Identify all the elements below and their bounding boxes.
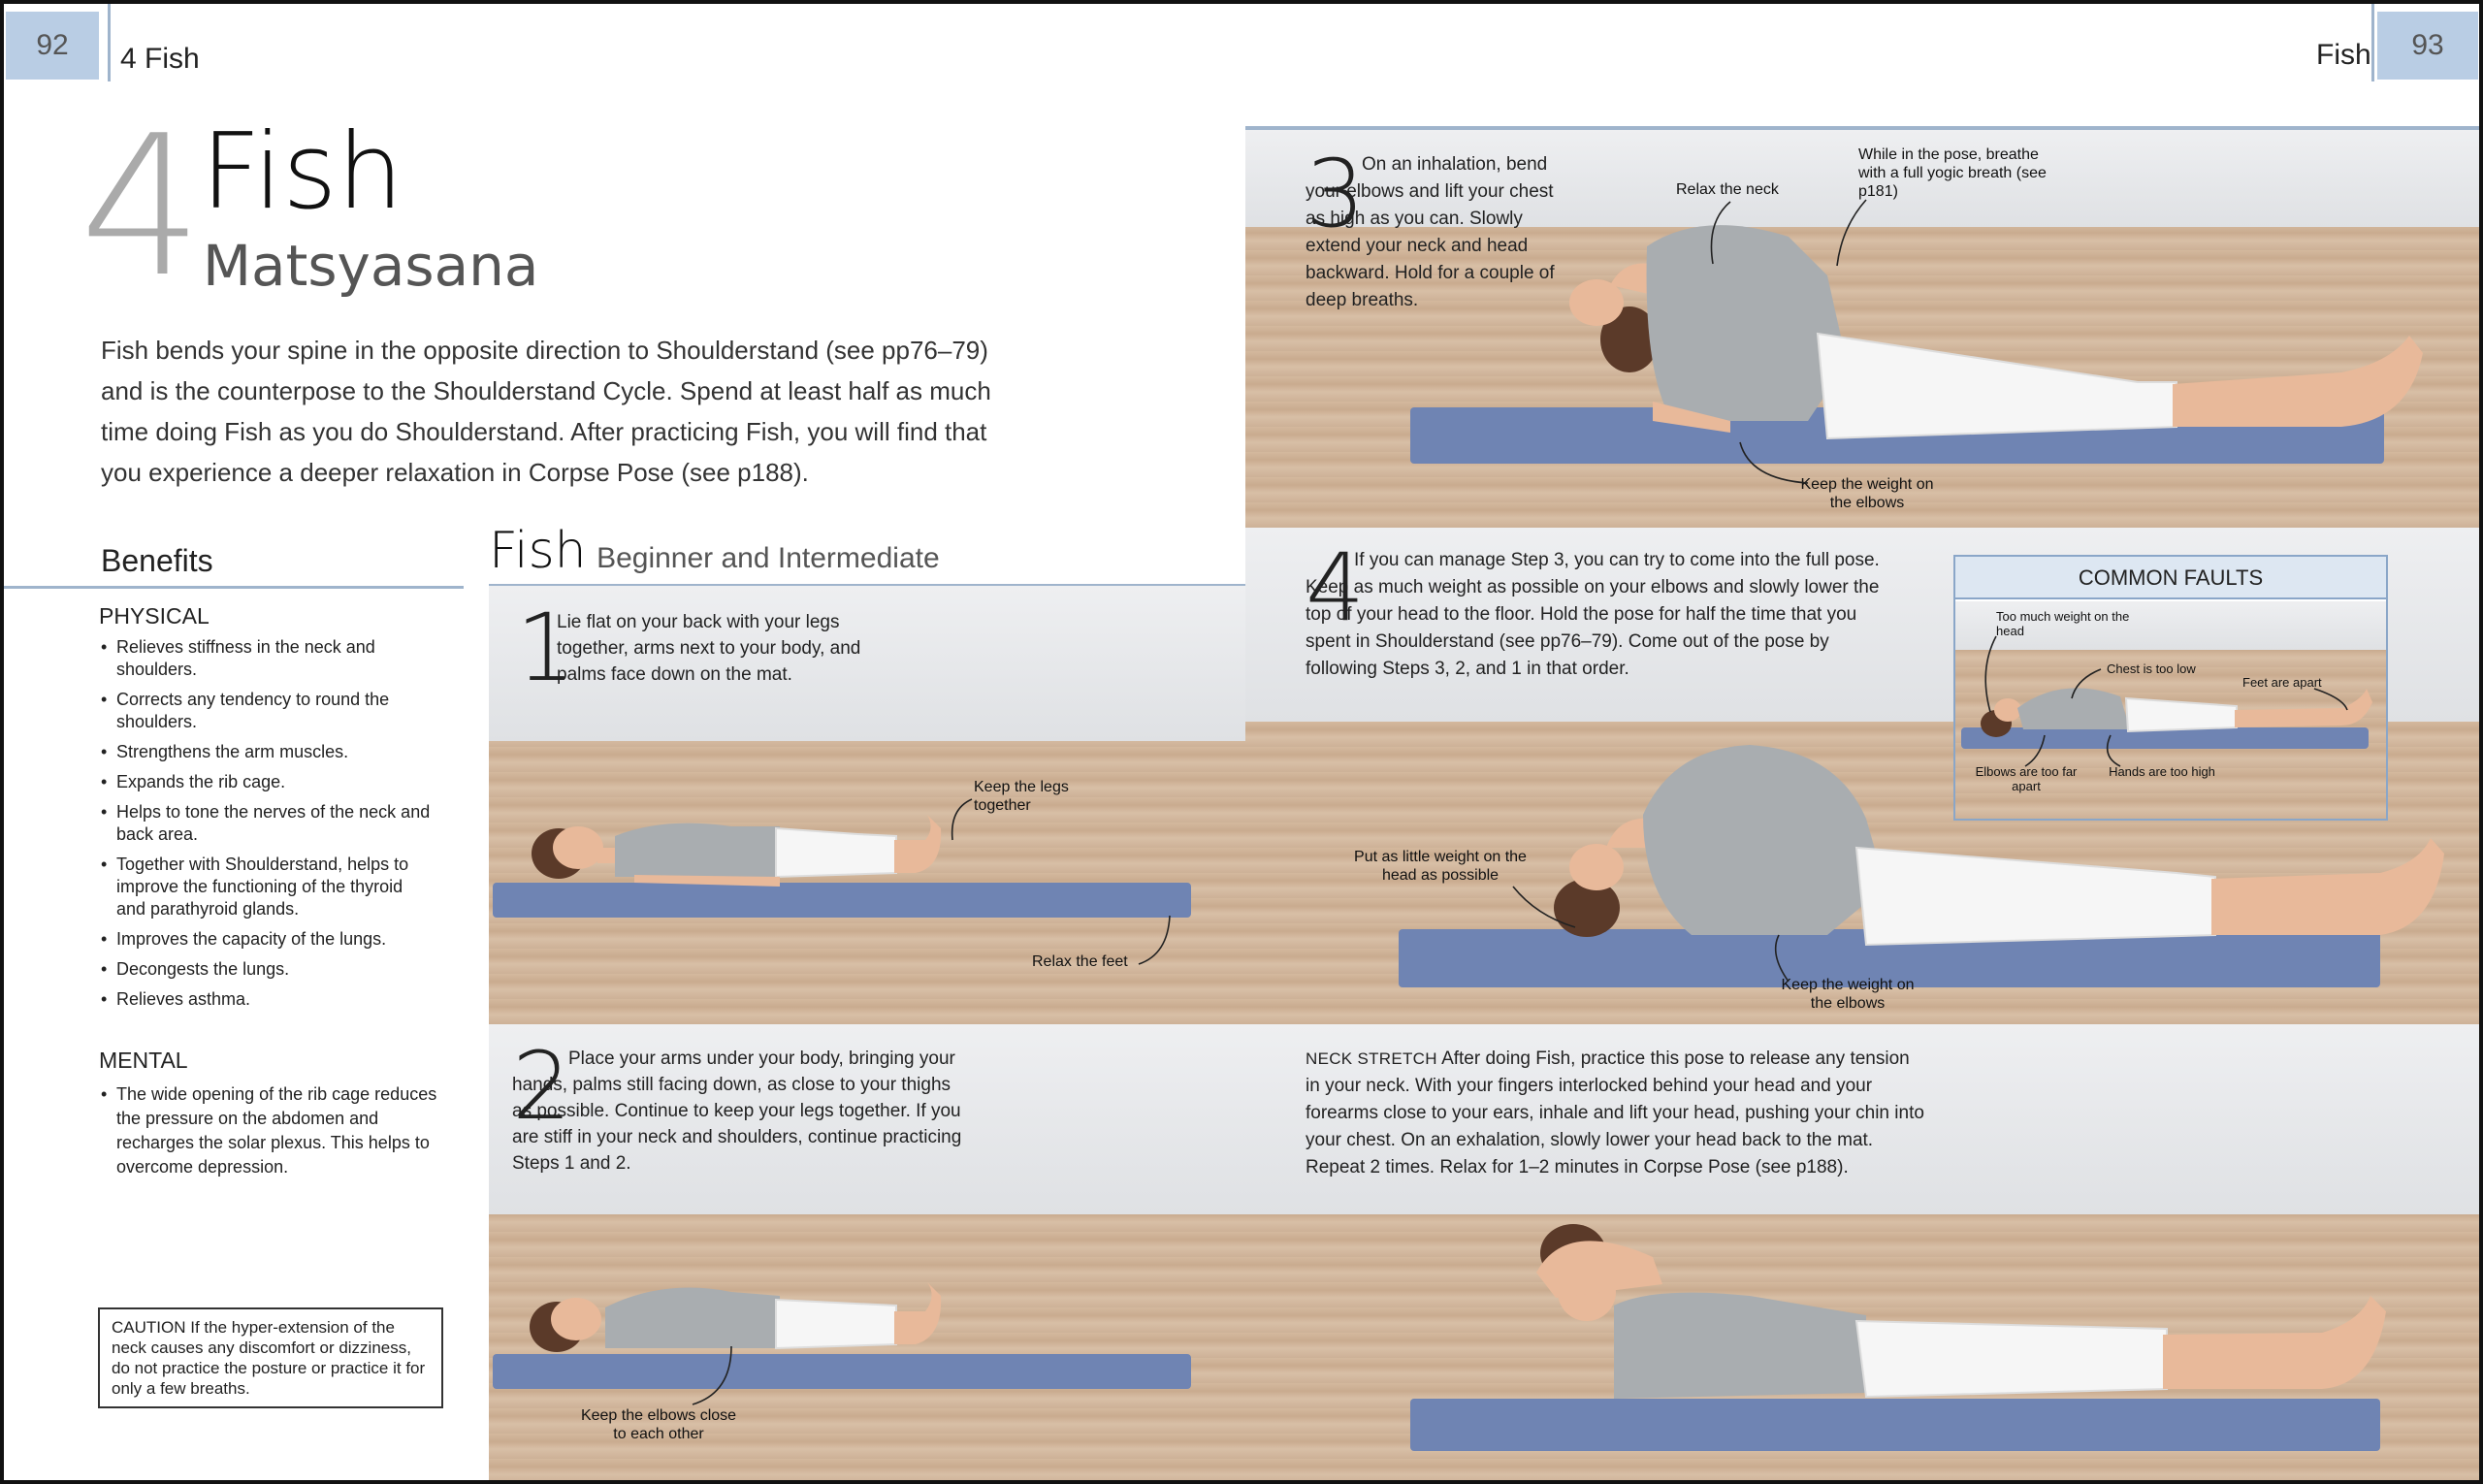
physical-heading: PHYSICAL (99, 603, 210, 629)
step-2-text: Place your arms under your body, bringing your hands, palms still facing down, as close to your thighs as possible. Continue to keep your legs together. If you are stiff in your neck and shoulders, continue practicing Steps 1 and 2. (512, 1048, 962, 1174)
section-title (489, 522, 940, 580)
right-running-head: Fish (2316, 39, 2371, 71)
caution-box (98, 1307, 443, 1408)
step-2-leaders (489, 1024, 1245, 1484)
list-item: • Together with Shoulderstand, helps to improve the functioning of the thyroid and parathyroid glands. (97, 854, 436, 920)
section-subtitle: Beginner and Intermediate (597, 542, 940, 574)
left-running-head: 4 Fish (120, 43, 200, 75)
fault-label-hands: Hands are too high (2109, 764, 2215, 779)
left-page-number: 92 (6, 12, 99, 80)
list-item: • Helps to tone the nerves of the neck and back area. (97, 801, 436, 846)
chapter-number: 4 (80, 94, 204, 320)
chapter-intro: Fish bends your spine in the opposite direction to Shoulderstand (see pp76–79) and is the counterpose to the Shoulderstand Cycle. Spend at least half as much time doing Fish as you do Shoulderstand. After practicing Fish, you will find that you experience a deeper relaxation in Corpse Pose (see p188). (101, 336, 991, 487)
fault-label-feet: Feet are apart (2242, 675, 2322, 690)
step-3-leaders (1245, 130, 2483, 528)
list-item: • The wide opening of the rib cage reduces the pressure on the abdomen and recharges the solar plexus. This helps to overcome depression. (97, 1082, 446, 1179)
step-1-photo (489, 586, 1245, 1024)
neck-stretch-body: After doing Fish, practice this pose to release any tension in your neck. With your fingers interlocked behind your head and your forearms close to your ears, inhale and lift your head, pushing your chin into your chest. On an exhalation, slowly lower your head back to the mat. Repeat 2 times. Relax for 1–2 minutes in Corpse Pose (see p188). (1306, 1048, 1924, 1178)
step-3-text: On an inhalation, bend your elbows and lift your chest as high as you can. Slowly extend your neck and head backward. Hold for a couple of deep breaths. (1306, 154, 1555, 310)
step-1-label-feet: Relax the feet (1032, 953, 1128, 970)
neck-stretch-text (1306, 1046, 1926, 1181)
step-4-text: If you can manage Step 3, you can try to come into the full pose. Keep as much weight as possible on your elbows and slowly lower the top of your head to the floor. Hold the pose for half the time that you spent in Shoulderstand (see pp76–79). Come out of the pose by following Steps 3, 2, and 1 in that order. (1306, 550, 1880, 679)
step-2-photo (489, 1024, 1245, 1484)
mental-heading: MENTAL (99, 1048, 188, 1073)
list-item: • Relieves asthma. (97, 988, 436, 1011)
chapter-sanskrit: Matsyasana (203, 233, 539, 299)
step-2-number: 2 (512, 1032, 572, 1141)
step-4-photo (1245, 528, 2483, 1024)
right-page-number: 93 (2377, 12, 2478, 80)
left-header-rule (108, 4, 111, 81)
step-1-number: 1 (516, 594, 576, 702)
step-1-label-legs: Keep the legs together (974, 779, 1069, 814)
step-3-number: 3 (1306, 140, 1366, 248)
step-3-label-elbows: Keep the weight on the elbows (1800, 476, 1934, 511)
step-1-leaders (489, 586, 1245, 1024)
list-item: • Strengthens the arm muscles. (97, 741, 436, 763)
caution-text: CAUTION If the hyper-extension of the neck causes any discomfort or dizziness, do not practice the posture or practice it for only a few breaths. (112, 1318, 426, 1398)
fault-label-elbows: Elbows are too far apart (1975, 764, 2078, 793)
list-item: • Corrects any tendency to round the shoulders. (97, 689, 436, 733)
list-item: • Decongests the lungs. (97, 958, 436, 981)
common-faults-box (1953, 555, 2388, 821)
neck-stretch-lead: NECK STRETCH (1306, 1049, 1437, 1068)
faults-leaders (1955, 601, 2386, 819)
section-title-main: Fish (489, 522, 587, 580)
physical-benefits-list (97, 636, 436, 1018)
fault-label-head: Too much weight on the head (1996, 609, 2130, 638)
common-faults-photo (1955, 601, 2386, 819)
step-4-number: 4 (1306, 533, 1366, 642)
neck-stretch-photo (1245, 1024, 2483, 1484)
step-3-label-neck: Relax the neck (1676, 181, 1779, 198)
step-4-label-head: Put as little weight on the head as possible (1354, 849, 1527, 884)
benefits-heading: Benefits (101, 543, 213, 578)
step-4-label-elbows: Keep the weight on the elbows (1781, 977, 1915, 1012)
step-2-label-elbows: Keep the elbows close to each other (580, 1407, 737, 1442)
fault-label-chest: Chest is too low (2107, 661, 2196, 676)
list-item: • Relieves stiffness in the neck and shoulders. (97, 636, 436, 681)
step-1-text: Lie flat on your back with your legs together, arms next to your body, and palms face down on the mat. (557, 612, 861, 685)
right-header-rule (2371, 4, 2374, 81)
step-3-label-breath: While in the pose, breathe with a full yogic breath (see p181) (1858, 146, 2047, 200)
mental-benefits-list (97, 1082, 446, 1187)
step-3-photo (1245, 130, 2483, 528)
list-item: • Expands the rib cage. (97, 771, 436, 793)
benefits-rule (4, 586, 464, 589)
list-item: • Improves the capacity of the lungs. (97, 928, 436, 951)
common-faults-title: COMMON FAULTS (1955, 557, 2386, 599)
chapter-title: Fish (201, 112, 403, 233)
